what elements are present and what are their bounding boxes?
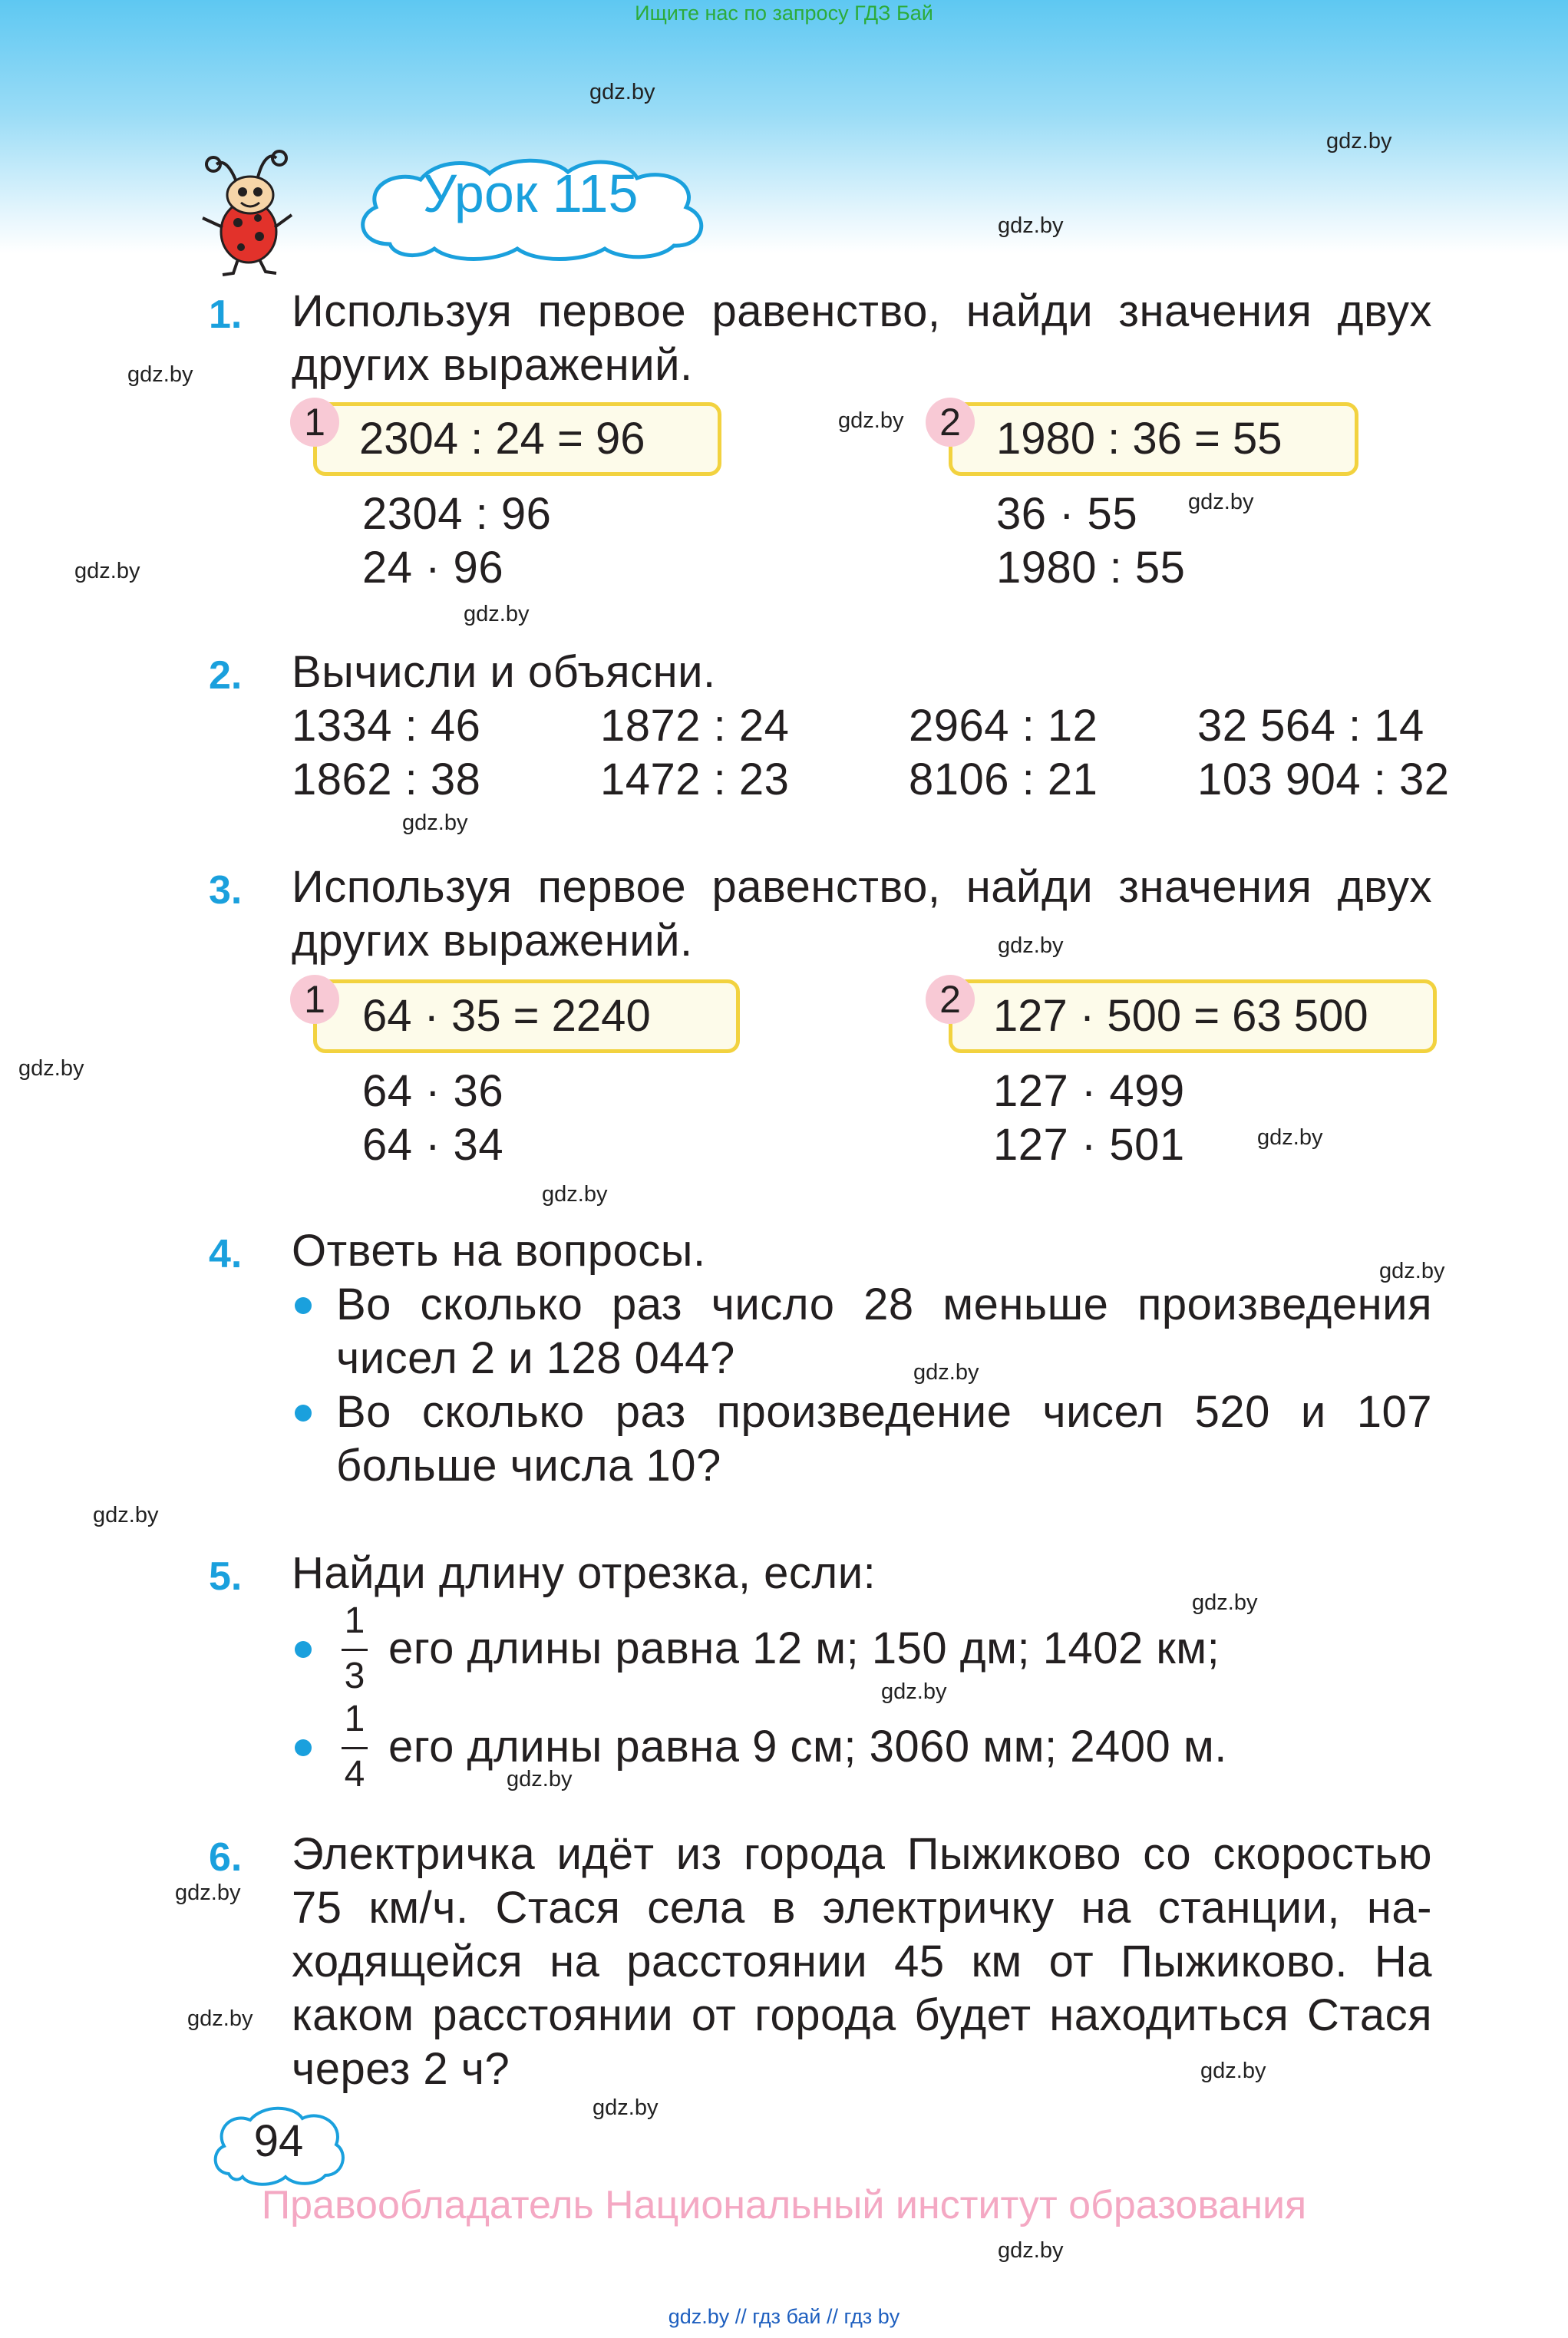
calc-expression: 2964 : 12 (909, 701, 1098, 751)
watermark: gdz.by (998, 933, 1064, 958)
expression: 127 · 499 (993, 1066, 1185, 1116)
equation-badge: 1 (290, 398, 339, 447)
equation-text: 1980 : 36 = 55 (996, 414, 1282, 464)
watermark: gdz.by (93, 1503, 159, 1527)
page-number: 94 (253, 2116, 304, 2166)
bullet-icon (295, 1739, 312, 1756)
fraction-numerator: 1 (344, 1699, 365, 1739)
calc-expression: 32 564 : 14 (1197, 701, 1424, 751)
copyright-notice: Правообладатель Национальный институт образования (261, 2183, 1307, 2227)
watermark: gdz.by (1192, 1590, 1258, 1615)
watermark: gdz.by (18, 1056, 84, 1081)
calc-expression: 8106 : 21 (909, 755, 1098, 804)
watermark: gdz.by (998, 2238, 1064, 2263)
watermark: gdz.by (542, 1182, 608, 1207)
task-text-line: каком расстоянии от города будет находиться Стася (292, 1990, 1432, 2040)
task-text-line: Ответь на вопросы. (292, 1226, 706, 1276)
watermark: gdz.by (913, 1360, 979, 1385)
task-number: 4. (209, 1232, 243, 1276)
bullet-icon (295, 1405, 312, 1422)
bullet-icon (295, 1297, 312, 1314)
expression: 36 · 55 (996, 489, 1138, 539)
task-text-line: Используя первое равенство, найди значения двух (292, 862, 1432, 912)
task-text-line: через 2 ч? (292, 2044, 510, 2094)
ladybug-mascot-icon (193, 141, 298, 278)
watermark: gdz.by (1200, 2059, 1266, 2083)
equation-text: 64 · 35 = 2240 (362, 991, 651, 1041)
task-text-line: Вычисли и объясни. (292, 647, 716, 697)
task-number: 1. (209, 292, 243, 337)
calc-expression: 1472 : 23 (600, 755, 790, 804)
calc-expression: 1872 : 24 (600, 701, 790, 751)
watermark: gdz.by (507, 1767, 573, 1791)
watermark: gdz.by (175, 1881, 241, 1905)
expression: 127 · 501 (993, 1120, 1185, 1170)
watermark: gdz.by (589, 80, 655, 104)
task-number: 2. (209, 653, 243, 698)
equation-badge: 2 (926, 975, 975, 1024)
fraction-denominator: 3 (344, 1656, 365, 1696)
watermark: gdz.by (1379, 1259, 1445, 1283)
expression: 24 · 96 (362, 543, 504, 593)
watermark: gdz.by (881, 1679, 947, 1704)
top-search-note[interactable]: Ищите нас по запросу ГДЗ Бай (635, 2, 933, 25)
expression: 1980 : 55 (996, 543, 1186, 593)
watermark: gdz.by (1188, 490, 1254, 514)
task-text-line: других выражений. (292, 916, 693, 966)
task-text-line: 75 км/ч. Стася села в электричку на станции, на- (292, 1883, 1432, 1933)
fraction-bar (342, 1747, 368, 1749)
watermark: gdz.by (593, 2095, 659, 2120)
fraction-numerator: 1 (344, 1600, 365, 1641)
calc-expression: 103 904 : 32 (1197, 755, 1450, 804)
question-line: Во сколько раз число 28 меньше произведения (336, 1280, 1432, 1329)
task-text-line: Используя первое равенство, найди значения двух (292, 286, 1432, 336)
bullet-icon (295, 1641, 312, 1658)
task-text-line: ходящейся на расстоянии 45 км от Пыжиково. На (292, 1937, 1432, 1986)
equation-text: 2304 : 24 = 96 (359, 414, 645, 464)
question-line: чисел 2 и 128 044? (336, 1333, 735, 1383)
lesson-title: Урок 115 (422, 163, 639, 223)
expression: 64 · 36 (362, 1066, 504, 1116)
watermark: gdz.by (187, 2006, 253, 2031)
task-text-line: Электричка идёт из города Пыжиково со скоростью (292, 1829, 1432, 1879)
task-text-line: Найди длину отрезка, если: (292, 1548, 876, 1598)
watermark: gdz.by (127, 362, 193, 387)
fraction-bar (342, 1649, 368, 1651)
watermark: gdz.by (838, 408, 904, 433)
watermark: gdz.by (1326, 129, 1392, 154)
calc-expression: 1862 : 38 (292, 755, 481, 804)
watermark: gdz.by (74, 559, 140, 583)
equation-text: 127 · 500 = 63 500 (993, 991, 1368, 1041)
task-text-line: других выражений. (292, 340, 693, 390)
watermark: gdz.by (1257, 1125, 1323, 1150)
task-number: 5. (209, 1554, 243, 1599)
footer-links[interactable]: gdz.by // гдз бай // гдз by (668, 2305, 900, 2328)
task-number: 6. (209, 1835, 243, 1880)
watermark: gdz.by (402, 811, 468, 835)
equation-badge: 2 (926, 398, 975, 447)
fraction-text: его длины равна 9 см; 3060 мм; 2400 м. (388, 1722, 1227, 1772)
question-line: Во сколько раз произведение чисел 520 и 107 (336, 1387, 1432, 1437)
task-number: 3. (209, 868, 243, 913)
fraction-text: его длины равна 12 м; 150 дм; 1402 км; (388, 1623, 1220, 1673)
expression: 2304 : 96 (362, 489, 552, 539)
question-line: больше числа 10? (336, 1441, 721, 1491)
watermark: gdz.by (464, 602, 530, 626)
calc-expression: 1334 : 46 (292, 701, 481, 751)
watermark: gdz.by (998, 213, 1064, 238)
expression: 64 · 34 (362, 1120, 504, 1170)
equation-badge: 1 (290, 975, 339, 1024)
fraction-denominator: 4 (344, 1754, 365, 1795)
